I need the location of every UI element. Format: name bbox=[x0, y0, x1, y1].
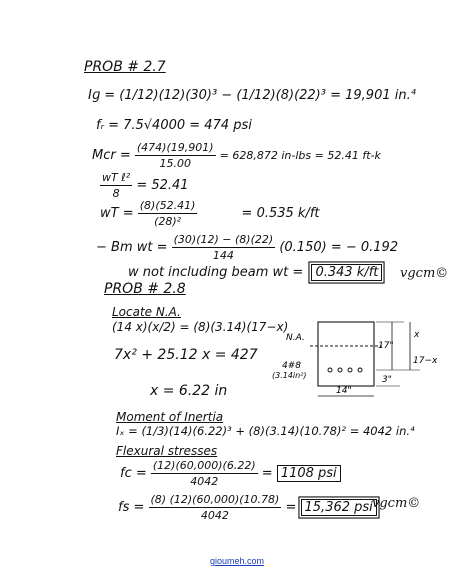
wt2-rhs: = 0.535 k/ft bbox=[241, 206, 320, 221]
mcr-numerator: (474)(19,901) bbox=[136, 141, 214, 154]
fc-numerator: (12)(60,000)(6.22) bbox=[152, 459, 256, 472]
bm-rhs: (0.150) = − 0.192 bbox=[279, 240, 399, 255]
fr-equation: fᵣ = 7.5√4000 = 474 psi bbox=[96, 118, 252, 133]
mcr-denominator: 15.00 bbox=[159, 157, 191, 170]
fs-rhs: = bbox=[285, 500, 297, 515]
na-equation-3: x = 6.22 in bbox=[150, 383, 228, 399]
signature-2: vgcm© bbox=[372, 496, 421, 511]
ig-equation: Iɡ = (1/12)(12)(30)³ − (1/12)(8)(22)³ = 19,901 in.⁴ bbox=[88, 88, 416, 103]
ix-equation: Iₓ = (1/3)(14)(6.22)³ + (8)(3.14)(10.78)² = 4042 in.⁴ bbox=[116, 424, 415, 438]
rebar-3 bbox=[348, 368, 352, 372]
fc-answer-box: 1108 psi bbox=[277, 465, 341, 482]
beam-weight-equation bbox=[96, 232, 398, 263]
mcr-lhs: Mcr = bbox=[92, 148, 131, 163]
fs-lhs: fs = bbox=[118, 500, 145, 515]
mcr-fraction bbox=[135, 140, 216, 171]
fc-denominator: 4042 bbox=[190, 475, 219, 488]
locate-na-heading: Locate N.A. bbox=[112, 305, 181, 319]
na-equation-2: 7x² + 25.12 x = 427 bbox=[114, 347, 258, 363]
wt-denominator: 8 bbox=[112, 187, 120, 200]
fs-numerator: (8) (12)(60,000)(10.78) bbox=[150, 493, 280, 506]
fc-fraction bbox=[151, 458, 258, 489]
beam-section-diagram bbox=[270, 318, 445, 403]
prob-2-7-title: PROB # 2.7 bbox=[84, 59, 166, 75]
section-outline bbox=[318, 322, 374, 386]
x-label: x bbox=[414, 330, 420, 340]
bm-lhs: − Bm wt = bbox=[96, 240, 168, 255]
footer-link[interactable]: gioumeh.com bbox=[209, 556, 265, 566]
wt2-equation bbox=[100, 198, 320, 229]
wt-numerator: wT ℓ² bbox=[102, 171, 131, 184]
bm-numerator: (30)(12) − (8)(22) bbox=[173, 233, 274, 246]
rebar-1 bbox=[328, 368, 332, 372]
bm-denominator: 144 bbox=[212, 249, 234, 262]
d17x-label: 17−x bbox=[413, 356, 438, 366]
fc-lhs: fc = bbox=[120, 466, 147, 481]
width-label: 14" bbox=[336, 386, 352, 396]
wt-fraction bbox=[100, 170, 132, 201]
rebar-4 bbox=[358, 368, 362, 372]
wt2-lhs: wT = bbox=[100, 206, 134, 221]
wt2-numerator: (8)(52.41) bbox=[139, 199, 196, 212]
bm-fraction bbox=[172, 232, 276, 263]
wt2-denominator: (28)² bbox=[154, 215, 182, 228]
na-label: N.A. bbox=[286, 333, 305, 343]
signature-1: vgcm© bbox=[400, 266, 449, 281]
wt-rhs: = 52.41 bbox=[136, 178, 189, 193]
prob-2-8-title: PROB # 2.8 bbox=[104, 281, 186, 297]
fc-equation bbox=[120, 458, 341, 489]
fs-fraction bbox=[149, 492, 282, 523]
wt2-fraction bbox=[138, 198, 198, 229]
w-text: w not including beam wt = bbox=[128, 265, 304, 280]
fc-rhs: = bbox=[261, 466, 273, 481]
cover-label: 3" bbox=[382, 375, 392, 385]
rebar-2 bbox=[338, 368, 342, 372]
mcr-equation bbox=[92, 140, 381, 171]
mcr-rhs: = 628,872 in-lbs = 52.41 ft-k bbox=[219, 149, 381, 162]
na-equation-1: (14 x)(x/2) = (8)(3.14)(17−x) bbox=[112, 320, 289, 334]
fs-answer-box: 15,362 psi bbox=[301, 499, 377, 516]
wt-equation bbox=[100, 170, 189, 201]
w-net-equation bbox=[128, 264, 382, 281]
flexural-heading: Flexural stresses bbox=[116, 444, 218, 458]
area-label: (3.14in²) bbox=[272, 371, 307, 380]
fs-equation bbox=[118, 492, 377, 523]
fs-denominator: 4042 bbox=[200, 509, 229, 522]
d17-label: 17" bbox=[378, 341, 394, 351]
bars-label: 4#8 bbox=[282, 361, 301, 371]
moi-heading: Moment of Inertia bbox=[116, 410, 224, 424]
w-answer-box: 0.343 k/ft bbox=[311, 264, 382, 281]
